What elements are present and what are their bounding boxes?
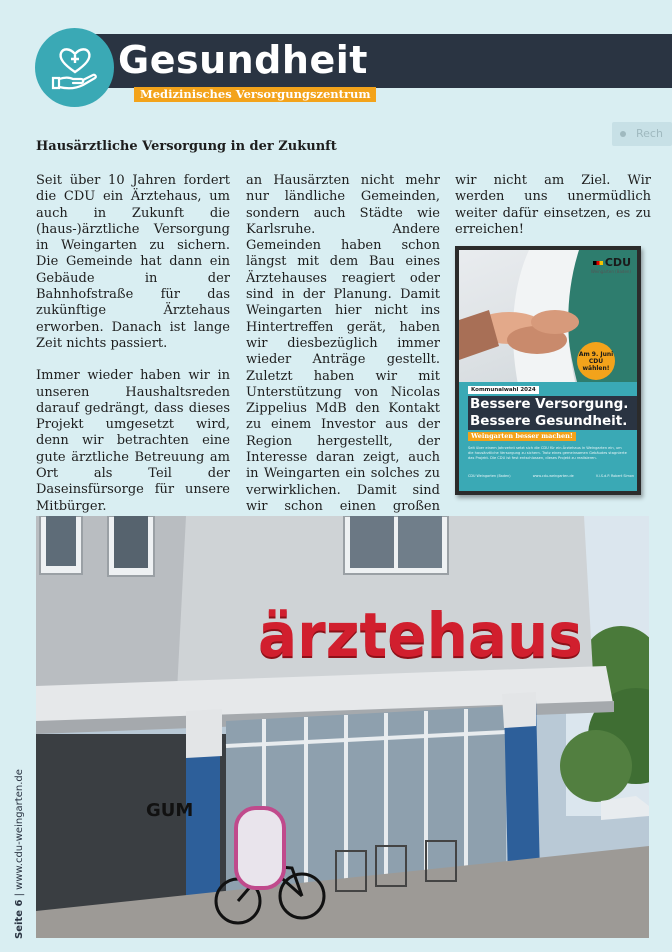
footer-separator: | — [14, 889, 25, 900]
dot-icon — [620, 131, 626, 137]
footer-url[interactable]: www.cdu-weingarten.de — [14, 769, 25, 890]
poster-footer-right: V.i.S.d.P. Robert Simon — [595, 474, 634, 478]
poster-headline-line-2: Bessere Gesundheit. — [470, 413, 628, 429]
poster-footer-left: CDU Weingarten (Baden) — [468, 474, 511, 478]
article-column-1 — [36, 173, 230, 564]
poster-headline-line-1: Bessere Versorgung. — [470, 396, 629, 412]
heart-hand-icon — [49, 42, 101, 94]
election-label: Kommunalwahl 2024 — [468, 386, 539, 394]
flag-stripe-icon — [593, 261, 603, 265]
paragraph: Immer wieder haben wir in unseren Haushaltsreden darauf gedrängt, dass dieses Projekt umgesetzt wird, denn wir betrachten eine gute ärztliche Betreuung am Ort als Teil der Daseinsfürsorge für unsere Mitbürger. — [36, 368, 230, 514]
logo-text: CDU — [604, 256, 631, 269]
header-icon-circle — [35, 28, 114, 107]
article-column-3 — [455, 173, 651, 254]
poster-footer — [468, 474, 634, 479]
vote-badge: Am 9. Juni CDU wählen! — [577, 342, 615, 380]
graffiti-text: GUM — [146, 800, 194, 821]
poster-body-text: Seit über einem Jahrzehnt setzt sich die CDU für ein Ärztehaus in Weingarten ein, um die hausärztliche Versorgung zu sichern. Trotz eines gemeinsamen Gebäudes stagnierte das Projekt. Die CDU ist fest entschlossen, dieses Projekt zu realisieren. — [468, 446, 627, 460]
poster-footer-mid: www.cdu-weingarten.de — [532, 474, 574, 478]
side-tab-button[interactable] — [612, 122, 672, 146]
article-column-2 — [246, 173, 440, 564]
side-tab-label: Rech — [636, 127, 663, 140]
cdu-logo — [593, 256, 631, 269]
building-illustration — [36, 516, 649, 938]
poster-inner — [459, 250, 637, 491]
article-headline: Hausärztliche Versorgung in der Zukunft — [36, 139, 337, 154]
paragraph: Seit über 10 Jahren fordert die CDU ein Ärztehaus, um auch in Zukunft die (haus-)ärztliche Versorgung in Weingarten zu sichern. Die Gemeinde hat dann ein Gebäude in der Bahnhofstraße für das zukünftige Ärztehaus erworben. Danach ist lange Zeit nichts passiert. — [36, 173, 230, 351]
paragraph: wir nicht am Ziel. Wir werden uns unermüdlich weiter dafür einsetzen, es zu erreichen! — [455, 173, 651, 237]
building-photo — [36, 516, 649, 938]
page-title: Gesundheit — [118, 38, 368, 82]
paragraph: an Hausärzten nicht mehr nur ländliche Gemeinden, sondern auch Städte wie Karlsruhe. Andere Gemeinden haben schon längst mit dem Bau eines Ärztehauses reagiert oder sind in der Planung. Damit Weingarten hier nicht ins Hintertreffen gerät, haben wir diesbezüglich immer wieder Anträge gestellt. Zuletzt haben wir mit Unterstützung von Nicolas Zippelius MdB den Kontakt zu einem Investor aus der Region hergestellt, der Interesse daran zeigt, auch in Weingarten ein solches zu verwirklichen. Damit sind wir schon einen großen — [246, 173, 440, 514]
logo-subtext: Weingarten (Baden) — [590, 269, 631, 274]
campaign-poster — [455, 246, 641, 495]
page-subtitle: Medizinisches Versorgungszentrum — [134, 87, 376, 102]
poster-tagline: Weingarten besser machen! — [468, 432, 576, 441]
poster-headline — [468, 396, 637, 430]
page-number: Seite 6 — [14, 899, 25, 939]
page-footer — [14, 769, 25, 939]
building-sign: ärztehaus — [258, 599, 583, 671]
